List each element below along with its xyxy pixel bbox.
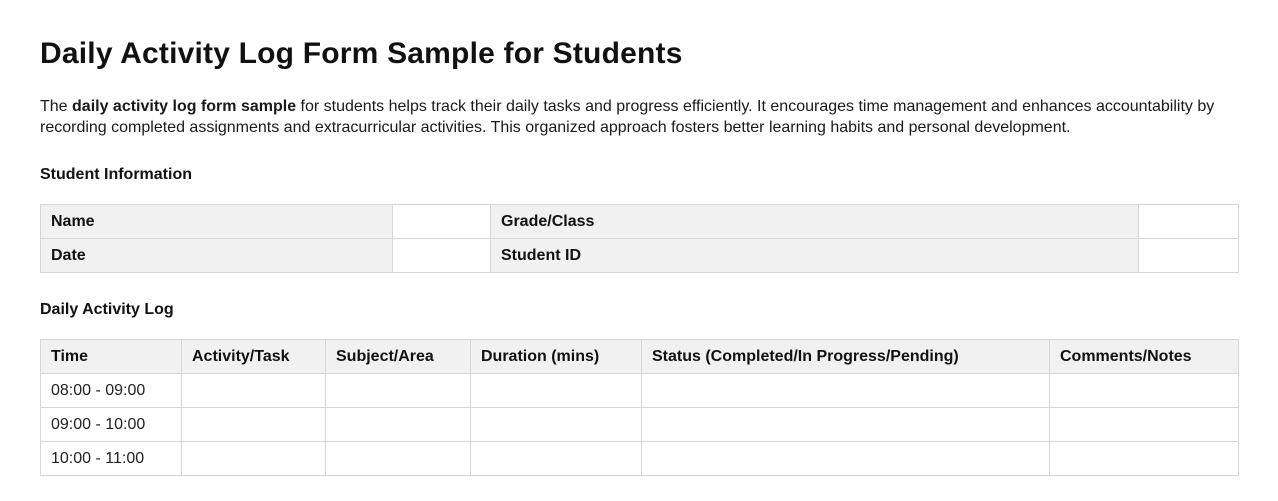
status-cell: [642, 408, 1050, 442]
name-value-cell: [393, 205, 491, 239]
student-information-heading: Student Information: [40, 166, 192, 183]
duration-cell: [471, 442, 642, 476]
intro-paragraph: [40, 96, 1238, 138]
intro-text-prefix: The: [40, 98, 73, 115]
date-label-cell: Date: [41, 239, 393, 273]
grade-class-label-cell: Grade/Class: [491, 205, 1139, 239]
comments-notes-cell: [1050, 408, 1239, 442]
subject-area-cell: [326, 442, 471, 476]
activity-task-cell: [182, 442, 326, 476]
column-header-comments-notes: Comments/Notes: [1050, 340, 1239, 374]
column-header-duration: Duration (mins): [471, 340, 642, 374]
table-header-row: [41, 340, 1239, 374]
date-value-cell: [393, 239, 491, 273]
status-cell: [642, 442, 1050, 476]
intro-text-rest: for students helps track their daily tasks and progress efficiently. It encourages time management and enhances accountability by recording completed assignments and extracurricular activities. This organized approach fosters better learning habits and personal development.: [40, 98, 1215, 136]
intro-text-bold: daily activity log form sample: [72, 98, 297, 115]
table-row: [41, 374, 1239, 408]
time-cell: 10:00 - 11:00: [41, 442, 182, 476]
status-cell: [642, 374, 1050, 408]
table-row: [41, 239, 1239, 273]
comments-notes-cell: [1050, 374, 1239, 408]
duration-cell: [471, 374, 642, 408]
column-header-activity-task: Activity/Task: [182, 340, 326, 374]
column-header-status: Status (Completed/In Progress/Pending): [642, 340, 1050, 374]
activity-task-cell: [182, 374, 326, 408]
grade-class-value-cell: [1139, 205, 1239, 239]
column-header-time: Time: [41, 340, 182, 374]
time-cell: 08:00 - 09:00: [41, 374, 182, 408]
table-row: [41, 408, 1239, 442]
subject-area-cell: [326, 408, 471, 442]
page-content: [40, 38, 1238, 476]
daily-activity-log-heading: Daily Activity Log: [40, 301, 174, 318]
daily-activity-log-table: [40, 339, 1239, 476]
student-id-label-cell: Student ID: [491, 239, 1139, 273]
activity-task-cell: [182, 408, 326, 442]
student-information-table: [40, 204, 1239, 273]
time-cell: 09:00 - 10:00: [41, 408, 182, 442]
column-header-subject-area: Subject/Area: [326, 340, 471, 374]
page-title: Daily Activity Log Form Sample for Students: [40, 37, 683, 70]
table-row: [41, 205, 1239, 239]
duration-cell: [471, 408, 642, 442]
subject-area-cell: [326, 374, 471, 408]
comments-notes-cell: [1050, 442, 1239, 476]
table-row: [41, 442, 1239, 476]
name-label-cell: Name: [41, 205, 393, 239]
student-id-value-cell: [1139, 239, 1239, 273]
